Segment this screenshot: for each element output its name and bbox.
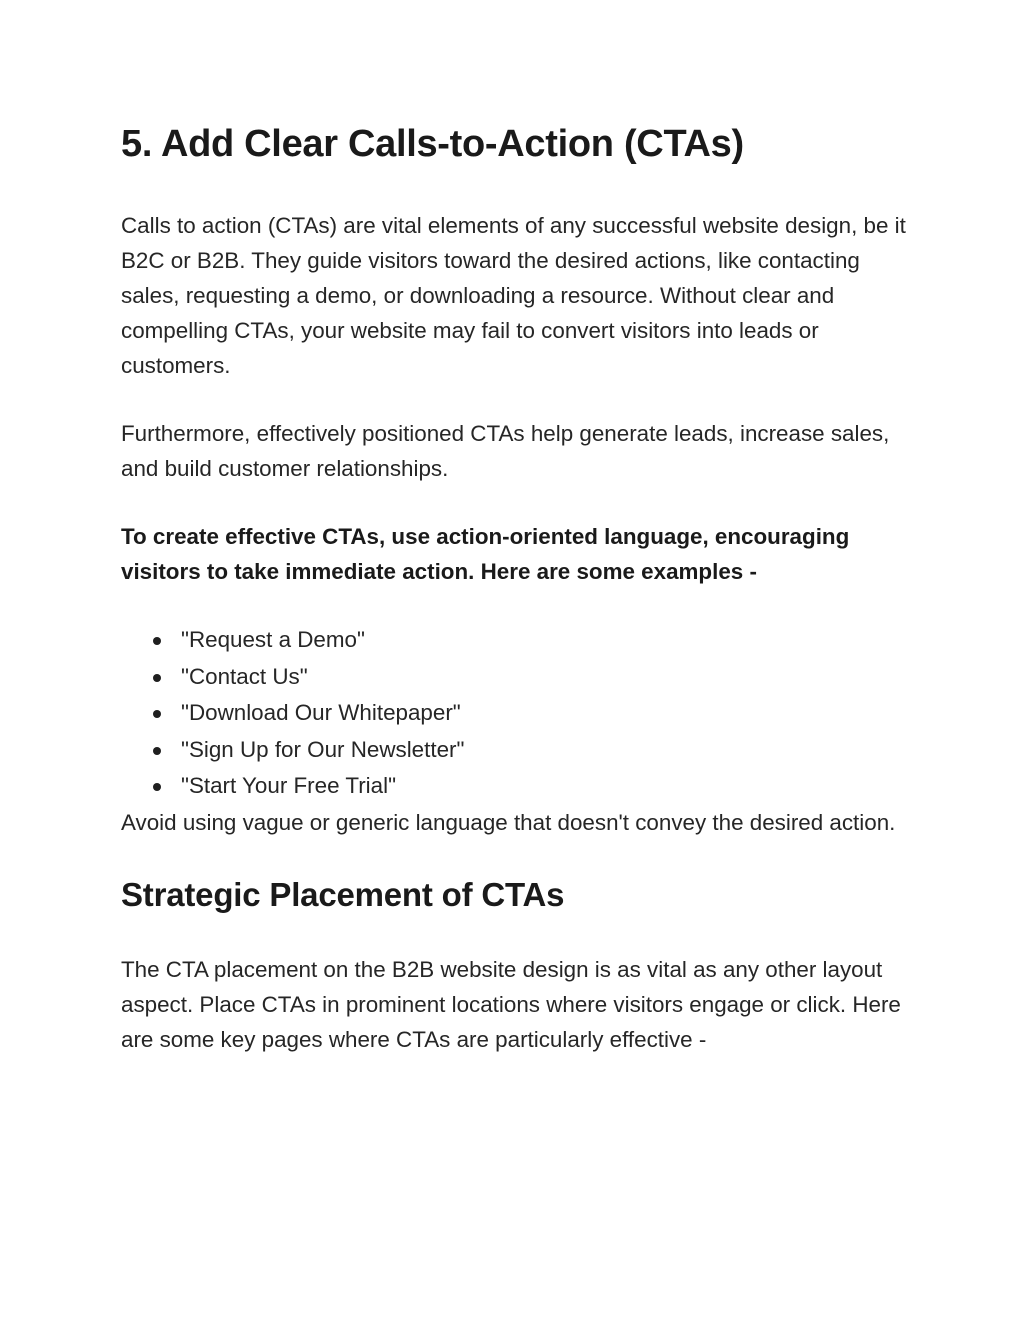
furthermore-paragraph: Furthermore, effectively positioned CTAs help generate leads, increase sales, and build customer relationships. — [121, 421, 890, 481]
bold-tip-paragraph: To create effective CTAs, use action-oriented language, encouraging visitors to take immediate action. Here are some examples - — [121, 524, 850, 584]
avoid-paragraph: Avoid using vague or generic language that doesn't convey the desired action. — [121, 809, 896, 835]
subheading: Strategic Placement of CTAs — [121, 875, 565, 913]
list-item — [121, 659, 921, 696]
list-item-text: "Download Our Whitepaper" — [181, 700, 461, 725]
list-item-text: "Contact Us" — [181, 663, 308, 689]
bullet-icon — [153, 637, 161, 645]
document-page — [121, 118, 921, 1057]
intro-paragraph: Calls to action (CTAs) are vital elements of any successful website design, be it B2C or B2B. They guide visitors toward the desired actions, like contacting sales, requesting a demo, or downloading a resource. Without clear and compelling CTAs, your website may fail to convert visitors into leads or customers. — [121, 213, 906, 378]
bullet-icon — [153, 747, 161, 755]
list-item — [121, 768, 921, 805]
list-item — [121, 695, 921, 732]
placement-paragraph: The CTA placement on the B2B website design is as vital as any other layout aspect. Place CTAs in prominent locations where visitors engage or click. Here are some key pages where CTAs are particularly effective - — [121, 956, 901, 1052]
list-item — [121, 732, 921, 769]
bullet-icon — [153, 710, 161, 718]
cta-examples-list — [121, 622, 921, 805]
list-item — [121, 622, 921, 659]
bullet-icon — [153, 783, 161, 791]
bullet-icon — [153, 674, 161, 682]
list-item-text: "Sign Up for Our Newsletter" — [181, 736, 465, 762]
list-item-text: "Start Your Free Trial" — [181, 773, 397, 798]
list-item-text: "Request a Demo" — [181, 627, 365, 652]
section-heading: 5. Add Clear Calls-to-Action (CTAs) — [121, 123, 744, 165]
